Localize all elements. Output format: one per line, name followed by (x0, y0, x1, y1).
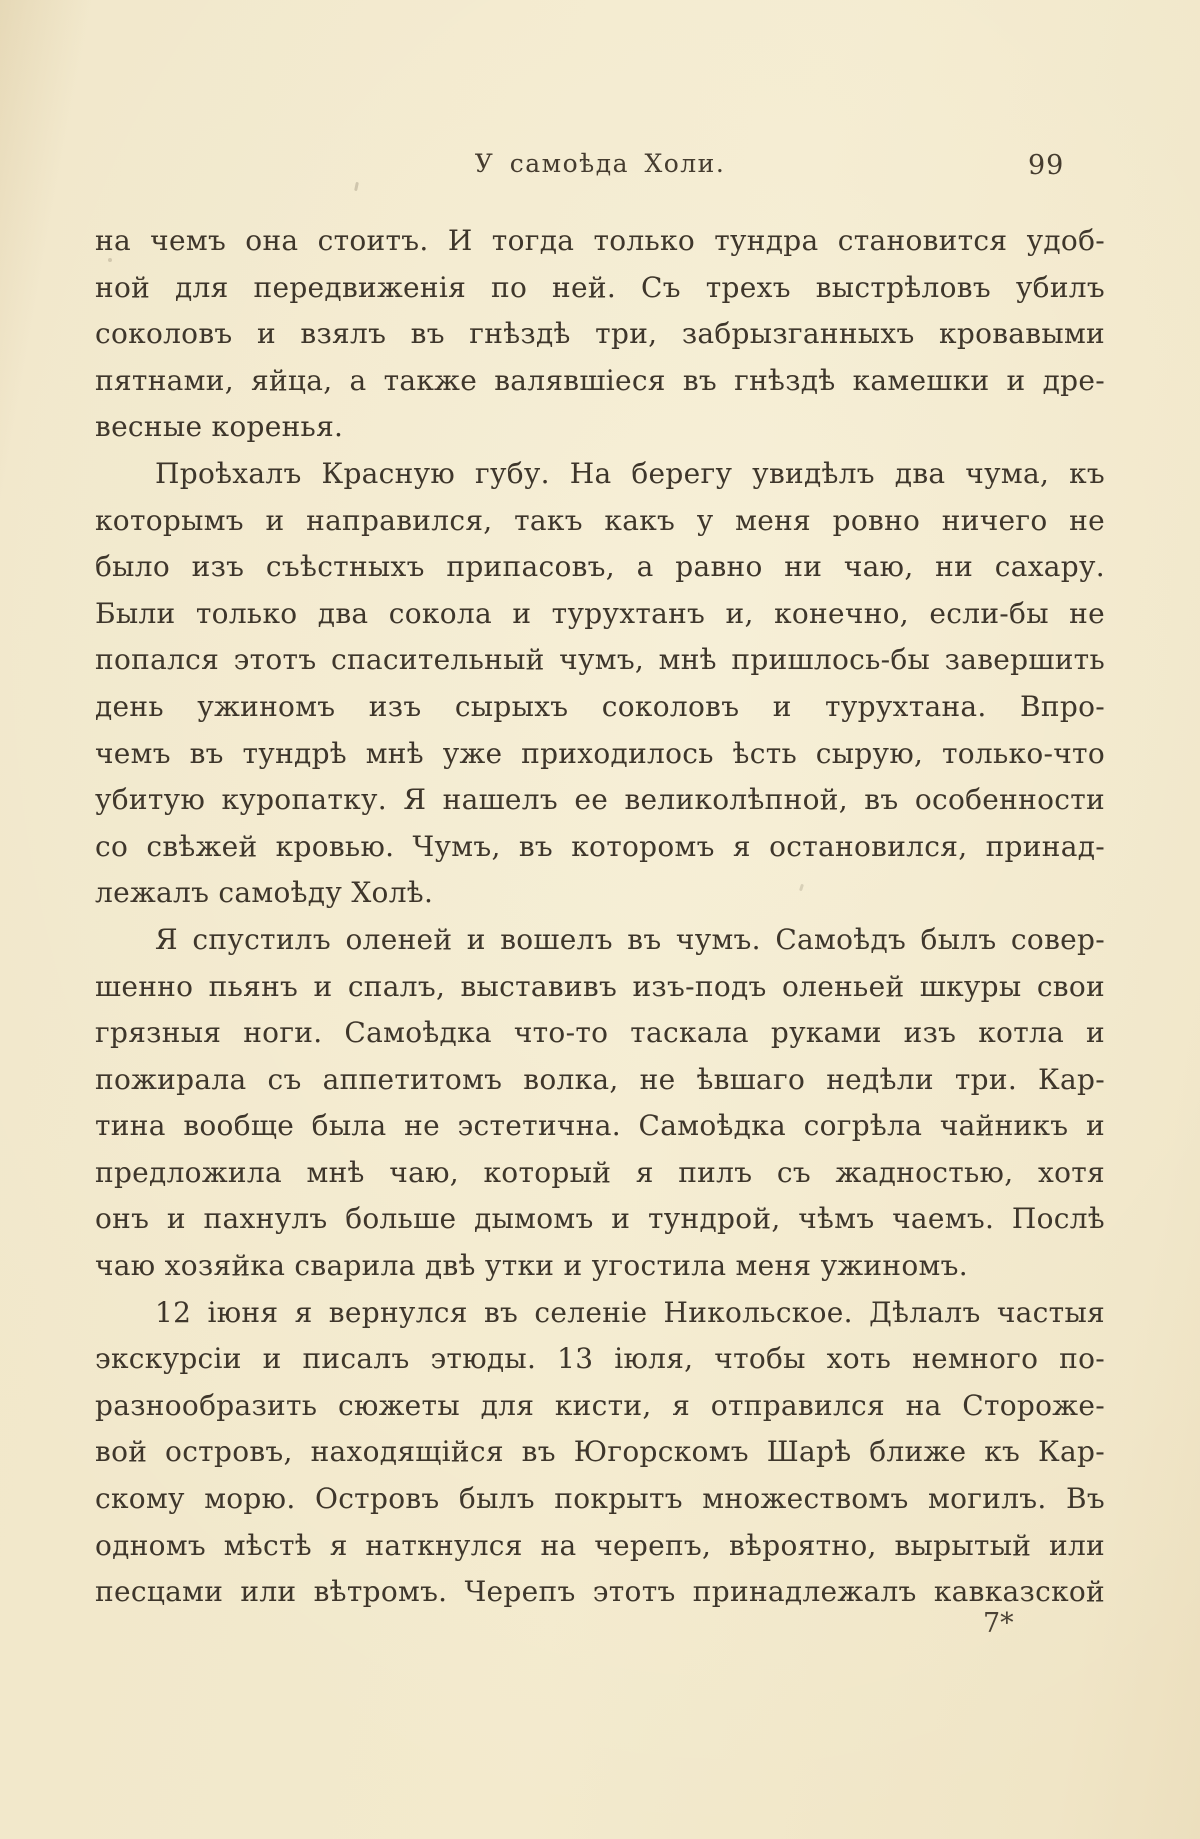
text-line: лежалъ самоѣду Холѣ. (95, 876, 434, 910)
text-line: весные коренья. (95, 410, 344, 444)
text-line: тина вообще была не эстетична. Самоѣдка согрѣла чайникъ и (95, 1109, 1105, 1143)
paper-speck (108, 258, 112, 262)
text-line: предложила мнѣ чаю, который я пилъ съ жадностью, хотя (95, 1155, 1105, 1189)
text-line: песцами или вѣтромъ. Черепъ этотъ принадлежалъ кавказской (95, 1575, 1105, 1609)
text-line: одномъ мѣстѣ я наткнулся на черепъ, вѣроятно, вырытый или (95, 1528, 1105, 1562)
text-line: со свѣжей кровью. Чумъ, въ которомъ я остановился, принад- (95, 829, 1105, 863)
text-line: чаю хозяйка сварила двѣ утки и угостила меня ужиномъ. (95, 1249, 968, 1283)
body-text (95, 218, 1105, 1616)
text-line: чемъ въ тундрѣ мнѣ уже приходилось ѣсть сырую, только-что (95, 736, 1105, 770)
signature-mark: 7* (983, 1608, 1014, 1639)
text-line: попался этотъ спасительный чумъ, мнѣ пришлось-бы завершить (95, 643, 1105, 677)
text-line: шенно пьянъ и спалъ, выставивъ изъ-подъ оленьей шкуры свои (95, 969, 1105, 1003)
text-line: пятнами, яйца, а также валявшіеся въ гнѣздѣ камешки и дре- (95, 363, 1105, 397)
text-line: разнообразить сюжеты для кисти, я отправился на Стороже- (95, 1388, 1105, 1422)
text-line: грязныя ноги. Самоѣдка что-то таскала руками изъ котла и (95, 1016, 1105, 1050)
running-title: У самоѣда Холи. (474, 149, 726, 178)
text-line: пожирала съ аппетитомъ волка, не ѣвшаго недѣли три. Кар- (95, 1062, 1105, 1096)
text-line: 12 іюня я вернулся въ селеніе Никольское. Дѣлалъ частыя (155, 1295, 1105, 1329)
text-line: скому морю. Островъ былъ покрытъ множествомъ могилъ. Въ (95, 1482, 1105, 1516)
page-number: 99 (1028, 150, 1065, 181)
text-line: было изъ съѣстныхъ припасовъ, а равно ни чаю, ни сахару. (95, 550, 1105, 584)
text-line: на чемъ она стоитъ. И тогда только тундра становится удоб- (95, 224, 1105, 257)
paper-speck (354, 182, 359, 191)
text-line: Проѣхалъ Красную губу. На берегу увидѣлъ два чума, къ (155, 456, 1105, 490)
text-line: Были только два сокола и турухтанъ и, конечно, если-бы не (95, 596, 1105, 630)
text-line: убитую куропатку. Я нашелъ ее великолѣпной, въ особенности (95, 783, 1105, 817)
text-line: соколовъ и взялъ въ гнѣздѣ три, забрызганныхъ кровавыми (95, 317, 1105, 351)
text-line: онъ и пахнулъ больше дымомъ и тундрой, чѣмъ чаемъ. Послѣ (95, 1202, 1105, 1236)
text-line: которымъ и направился, такъ какъ у меня ровно ничего не (95, 503, 1105, 537)
text-line: вой островъ, находящійся въ Югорскомъ Шарѣ ближе къ Кар- (95, 1435, 1105, 1469)
text-line: ной для передвиженія по ней. Съ трехъ выстрѣловъ убилъ (95, 270, 1105, 304)
text-line: Я спустилъ оленей и вошелъ въ чумъ. Самоѣдъ былъ совер- (155, 922, 1105, 956)
text-line: день ужиномъ изъ сырыхъ соколовъ и турухтана. Впро- (95, 689, 1105, 723)
text-line: экскурсіи и писалъ этюды. 13 іюля, чтобы хоть немного по- (95, 1342, 1105, 1376)
